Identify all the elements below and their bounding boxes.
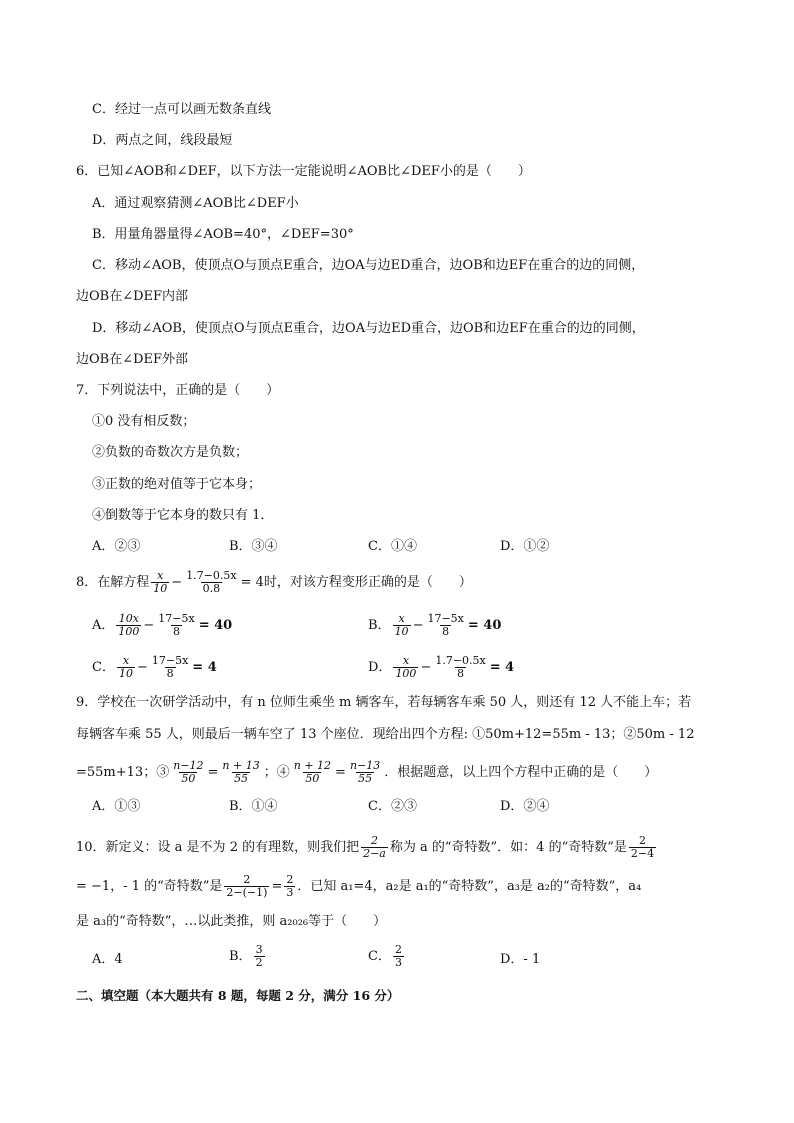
denominator: 50	[305, 772, 320, 785]
q8-option-b: B． $\frac{x}{10}$ − $\frac{17-5x}{8}$ = 40	[368, 612, 502, 638]
q6-stem: 6．已知∠AOB和∠DEF，以下方法一定能说明∠AOB比∠DEF小的是（ ）	[76, 164, 531, 179]
numerator: x	[157, 569, 164, 582]
q8-stem-pre: 8．在解方程	[76, 575, 150, 590]
q6-option-d-line1: D．移动∠AOB，使顶点O与顶点E重合，边OA与边ED重合，边OB和边EF在重合的边的同侧，	[92, 321, 645, 336]
line1-pre: 10．新定义：设 a 是不为 2 的有理数，则我们把	[76, 840, 360, 855]
q7-option-a: A．②③	[92, 539, 141, 554]
equals-sign: =	[335, 765, 346, 780]
q7-option-d: D．①②	[500, 539, 550, 554]
numerator: 17−5x	[151, 654, 189, 667]
denominator: 100	[395, 667, 417, 680]
option-label: C．	[92, 660, 115, 675]
numerator: x	[122, 654, 130, 667]
fraction	[117, 655, 135, 680]
q8-stem	[76, 570, 472, 595]
option-label: C．	[368, 949, 391, 964]
minus-sign: −	[171, 575, 183, 590]
numerator: 2	[370, 834, 378, 847]
denominator: 3	[286, 886, 294, 899]
fraction	[433, 655, 487, 680]
q9-line-2: 每辆客车乘 55 人，则最后一辆车空了 13 个座位．现给出四个方程: ①50m+12=55m - 13；②50m - 12	[76, 727, 695, 742]
denominator: 55	[358, 772, 373, 785]
denominator: 50	[181, 772, 196, 785]
denominator: 0.8	[202, 582, 221, 595]
q6-option-d-line2: 边OB在∠DEF外部	[76, 352, 189, 367]
denominator: 3	[394, 956, 402, 969]
q7-option-b: B．③④	[229, 539, 278, 554]
q6-option-b: B．用量角器量得∠AOB=40°，∠DEF=30°	[92, 227, 354, 242]
q8-stem-post: = 4时，对该方程变形正确的是（ ）	[240, 575, 472, 590]
q9-option-c: C．②③	[368, 799, 417, 814]
q6-option-a: A．通过观察猜测∠AOB比∠DEF小	[92, 196, 299, 211]
numerator: 2	[394, 943, 402, 956]
line3-post: ．根据题意，以上四个方程中正确的是（ ）	[384, 765, 658, 780]
numerator: 17−5x	[427, 612, 464, 625]
numerator: n−12	[173, 759, 204, 772]
fraction	[361, 835, 388, 860]
q9-line-3	[76, 760, 657, 785]
line3-pre: =55m+13；③	[76, 765, 170, 780]
fraction	[284, 874, 295, 899]
q5-option-c: C．经过一点可以画无数条直线	[92, 102, 271, 117]
option-label: B．	[229, 949, 252, 964]
denominator: 55	[234, 772, 249, 785]
numerator: 1.7−0.5x	[435, 654, 486, 667]
fraction	[425, 613, 465, 638]
denominator: 8	[457, 667, 465, 680]
numerator: 3	[255, 943, 263, 956]
q10-line-1	[76, 835, 658, 860]
numerator: 10x	[118, 612, 139, 625]
q10-option-a: A．4	[92, 952, 123, 967]
equals-sign: =	[207, 765, 219, 780]
q7-statement-2: ②负数的奇数次方是负数；	[92, 445, 249, 460]
numerator: 1.7−0.5x	[186, 569, 237, 582]
q8-option-d: D． $\frac{x}{100}$ − $\frac{1.7-0.5x}{8}$ = 4	[368, 654, 515, 680]
denominator: 2−a	[363, 847, 386, 860]
numerator: 2	[286, 873, 294, 886]
q8-option-a: A． $\frac{10x}{100}$ − $\frac{17-5x}{8}$ = 40	[92, 612, 233, 638]
section-2-heading: 二、填空题（本大题共有 8 题，每题 2 分，满分 16 分）	[76, 988, 400, 1003]
rhs: = 4	[489, 660, 515, 675]
q10-option-d: D．- 1	[500, 952, 541, 967]
q7-statement-1: ①0 没有相反数；	[92, 414, 196, 429]
q9-option-a: A．①③	[92, 799, 141, 814]
numerator: n + 13	[222, 759, 260, 772]
option-label: B．	[368, 618, 391, 633]
fraction	[393, 655, 418, 680]
q6-option-c-line2: 边OB在∠DEF内部	[76, 289, 189, 304]
q5-option-d: D．两点之间，线段最短	[92, 133, 233, 148]
fraction	[150, 655, 190, 680]
fraction	[292, 760, 333, 785]
q7-option-c: C．①④	[368, 539, 417, 554]
rhs: = 40	[467, 618, 502, 633]
fraction	[254, 944, 265, 969]
q10-line-2	[76, 874, 641, 899]
q8-fraction-1	[151, 570, 169, 595]
q9-option-b: B．①④	[229, 799, 278, 814]
q10-option-b	[229, 944, 267, 969]
denominator: 2−4	[630, 847, 655, 860]
q8-fraction-2	[184, 570, 238, 595]
fraction	[220, 760, 261, 785]
denominator: 8	[166, 667, 174, 680]
fraction	[348, 760, 382, 785]
line2-post: ．已知 a₁=4，a₂是 a₁的“奇特数”，a₃是 a₂的“奇特数”，a₄	[297, 879, 642, 894]
q7-stem: 7．下列说法中，正确的是（ ）	[76, 383, 280, 398]
denominator: 2	[255, 956, 263, 969]
equals-sign: =	[271, 879, 283, 894]
rhs: = 4	[192, 660, 217, 675]
fraction	[156, 613, 196, 638]
numerator: 2	[243, 873, 251, 886]
q6-option-c-line1: C．移动∠AOB，使顶点O与顶点E重合，边OA与边ED重合，边OB和边EF在重合的边的同侧，	[92, 258, 645, 273]
fraction	[393, 944, 404, 969]
q7-statement-3: ③正数的绝对值等于它本身；	[92, 477, 262, 492]
numerator: x	[402, 654, 410, 667]
q9-line-1: 9．学校在一次研学活动中，有 n 位师生乘坐 m 辆客车，若每辆客车乘 50 人，则还有 12 人不能上车；若	[76, 695, 692, 710]
q8-option-c: C． $\frac{x}{10}$ − $\frac{17-5x}{8}$ = 4	[92, 654, 217, 680]
numerator: 2	[639, 834, 646, 847]
q7-statement-4: ④倒数等于它本身的数只有 1．	[92, 508, 274, 523]
option-label: A．	[92, 618, 115, 633]
q9-option-d: D．②④	[500, 799, 550, 814]
line3-mid: ；④	[263, 765, 290, 780]
fraction	[171, 760, 205, 785]
numerator: n−13	[349, 759, 381, 772]
rhs: = 40	[198, 618, 233, 633]
denominator: 10	[153, 582, 168, 595]
q10-line-3: 是 a₃的“奇特数”，…以此类推，则 a₂₀₂₆等于（ ）	[76, 914, 387, 929]
fraction	[116, 613, 141, 638]
line2-pre: = −1，- 1 的“奇特数”是	[76, 879, 223, 894]
denominator: 8	[442, 625, 450, 638]
line1-mid: 称为 a 的“奇特数”．如：4 的“奇特数”是	[389, 840, 627, 855]
q10-option-c	[368, 944, 406, 969]
numerator: x	[398, 612, 405, 625]
denominator: 2−(−1)	[226, 886, 268, 899]
fraction	[629, 835, 656, 860]
denominator: 10	[118, 667, 133, 680]
denominator: 100	[118, 625, 140, 638]
fraction	[393, 613, 411, 638]
numerator: n + 12	[293, 759, 332, 772]
fraction	[224, 874, 269, 899]
numerator: 17−5x	[158, 612, 195, 625]
denominator: 10	[394, 625, 409, 638]
denominator: 8	[173, 625, 180, 638]
option-label: D．	[368, 660, 392, 675]
